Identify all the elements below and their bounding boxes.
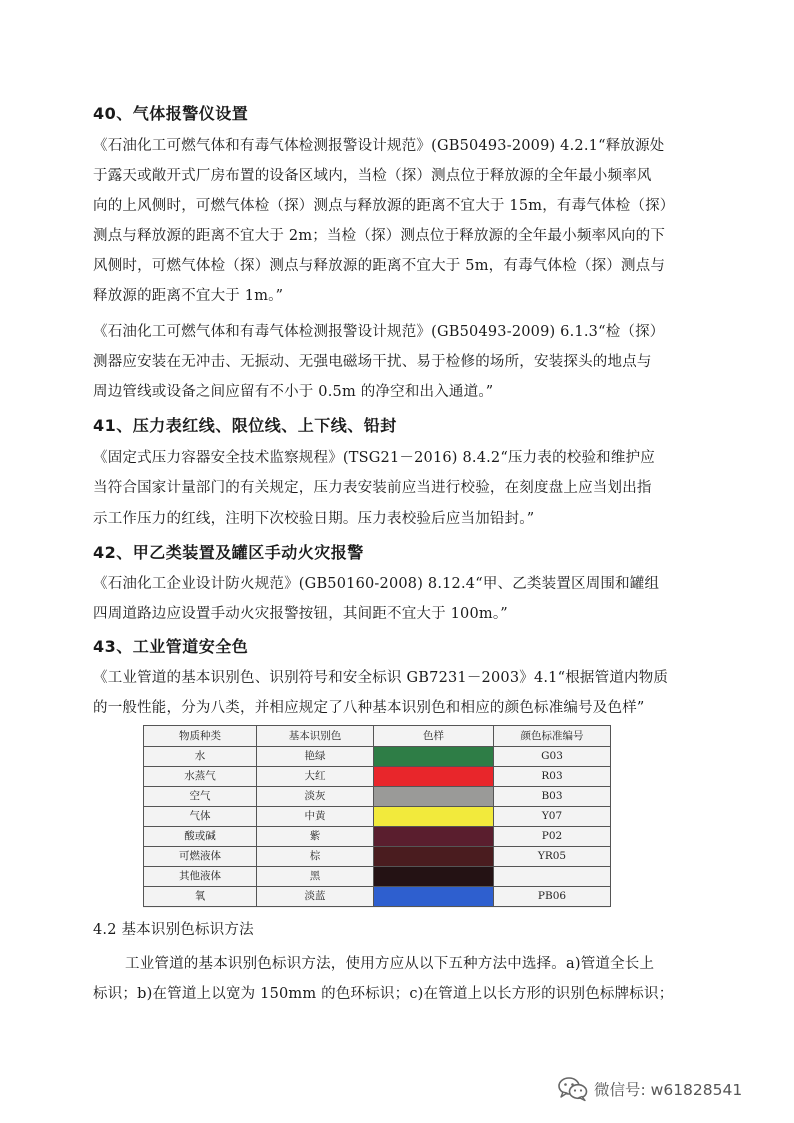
color-name-cell: 中黄 <box>257 807 374 827</box>
section-41-line: 当符合国家计量部门的有关规定，压力表安装前应当进行校验，在刻度盘上应当划出指 <box>93 480 652 496</box>
section-4-2-line: 工业管道的基本识别色标识方法，使用方应从以下五种方法中选择。a)管道全长上 <box>125 956 655 972</box>
section-4-2-heading: 4.2 基本识别色标识方法 <box>93 922 254 938</box>
swatch-cell <box>374 807 494 827</box>
table-row <box>144 827 611 847</box>
color-name-cell: 棕 <box>257 847 374 867</box>
substance-cell: 可燃液体 <box>144 847 257 867</box>
swatch-cell <box>374 887 494 907</box>
section-42-line: 《石油化工企业设计防火规范》(GB50160-2008) 8.12.4“甲、乙类装置区周围和罐组 <box>93 576 660 592</box>
wechat-watermark <box>558 1074 742 1104</box>
table-row <box>144 747 611 767</box>
color-swatch <box>374 807 493 826</box>
section-43-line: 《工业管道的基本识别色、识别符号和安全标识 GB7231－2003》4.1“根据管道内物质 <box>93 670 669 686</box>
table-row <box>144 867 611 887</box>
section-43-line: 的一般性能，分为八类，并相应规定了八种基本识别色和相应的颜色标准编号及色样” <box>93 700 645 716</box>
section-40-line: 于露天或敞开式厂房布置的设备区域内，当检（探）测点位于释放源的全年最小频率风 <box>93 168 652 184</box>
wechat-icon <box>558 1076 588 1102</box>
table-row <box>144 807 611 827</box>
section-41-line: 示工作压力的红线，注明下次校验日期。压力表校验后应当加铅封。” <box>93 511 535 527</box>
section-42-heading: 42、甲乙类装置及罐区手动火灾报警 <box>93 543 364 562</box>
pipe-color-table-image <box>143 725 610 908</box>
section-41-heading: 41、压力表红线、限位线、上下线、铅封 <box>93 416 397 435</box>
swatch-cell <box>374 767 494 787</box>
section-41-line: 《固定式压力容器安全技术监察规程》(TSG21－2016) 8.4.2“压力表的校验和维护应 <box>93 450 655 466</box>
swatch-cell <box>374 847 494 867</box>
table-row <box>144 887 611 907</box>
table-header-row <box>144 726 611 747</box>
code-cell: YR05 <box>494 847 611 867</box>
table-row <box>144 767 611 787</box>
substance-cell: 水 <box>144 747 257 767</box>
code-cell: PB06 <box>494 887 611 907</box>
color-swatch <box>374 887 493 906</box>
color-swatch <box>374 787 493 806</box>
section-4-2-line: 标识；b)在管道上以宽为 150mm 的色环标识；c)在管道上以长方形的识别色标牌标识； <box>93 986 674 1002</box>
section-40-line: 测点与释放源的距离不宜大于 2m；当检（探）测点位于释放源的全年最小频率风向的下 <box>93 228 666 244</box>
section-40-heading: 40、气体报警仪设置 <box>93 104 249 123</box>
code-cell: Y07 <box>494 807 611 827</box>
color-swatch <box>374 827 493 846</box>
color-swatch <box>374 747 493 766</box>
color-swatch <box>374 867 493 886</box>
color-swatch <box>374 767 493 786</box>
code-cell <box>494 867 611 887</box>
table-row <box>144 787 611 807</box>
section-42-line: 四周道路边应设置手动火灾报警按钮，其间距不宜大于 100m。” <box>93 606 508 622</box>
color-name-cell: 大红 <box>257 767 374 787</box>
color-name-cell: 黑 <box>257 867 374 887</box>
swatch-cell <box>374 787 494 807</box>
section-40-line: 释放源的距离不宜大于 1m。” <box>93 288 284 304</box>
section-40-line: 测器应安装在无冲击、无振动、无强电磁场干扰、易于检修的场所，安装探头的地点与 <box>93 354 652 370</box>
substance-cell: 空气 <box>144 787 257 807</box>
table-row <box>144 847 611 867</box>
color-name-cell: 艳绿 <box>257 747 374 767</box>
section-40-line: 向的上风侧时，可燃气体检（探）测点与释放源的距离不宜大于 15m，有毒气体检（探） <box>93 198 675 214</box>
pipe-color-table <box>143 725 611 907</box>
section-40-line: 《石油化工可燃气体和有毒气体检测报警设计规范》(GB50493-2009) 4.2.1“释放源处 <box>93 138 665 154</box>
substance-cell: 其他液体 <box>144 867 257 887</box>
substance-cell: 水蒸气 <box>144 767 257 787</box>
color-name-cell: 淡蓝 <box>257 887 374 907</box>
swatch-cell <box>374 827 494 847</box>
section-40-line: 周边管线或设备之间应留有不小于 0.5m 的净空和出入通道。” <box>93 384 494 400</box>
header-swatch: 色样 <box>374 726 494 747</box>
substance-cell: 气体 <box>144 807 257 827</box>
code-cell: B03 <box>494 787 611 807</box>
substance-cell: 氧 <box>144 887 257 907</box>
code-cell: G03 <box>494 747 611 767</box>
code-cell: P02 <box>494 827 611 847</box>
header-substance: 物质种类 <box>144 726 257 747</box>
swatch-cell <box>374 747 494 767</box>
code-cell: R03 <box>494 767 611 787</box>
wechat-id-text: 微信号: w61828541 <box>594 1081 743 1099</box>
header-color-name: 基本识别色 <box>257 726 374 747</box>
section-40-line: 风侧时，可燃气体检（探）测点与释放源的距离不宜大于 5m，有毒气体检（探）测点与 <box>93 258 666 274</box>
section-40-line: 《石油化工可燃气体和有毒气体检测报警设计规范》(GB50493-2009) 6.1.3“检（探） <box>93 324 665 340</box>
color-swatch <box>374 847 493 866</box>
section-43-heading: 43、工业管道安全色 <box>93 637 249 656</box>
header-code: 颜色标准编号 <box>494 726 611 747</box>
color-name-cell: 紫 <box>257 827 374 847</box>
color-name-cell: 淡灰 <box>257 787 374 807</box>
substance-cell: 酸或碱 <box>144 827 257 847</box>
swatch-cell <box>374 867 494 887</box>
